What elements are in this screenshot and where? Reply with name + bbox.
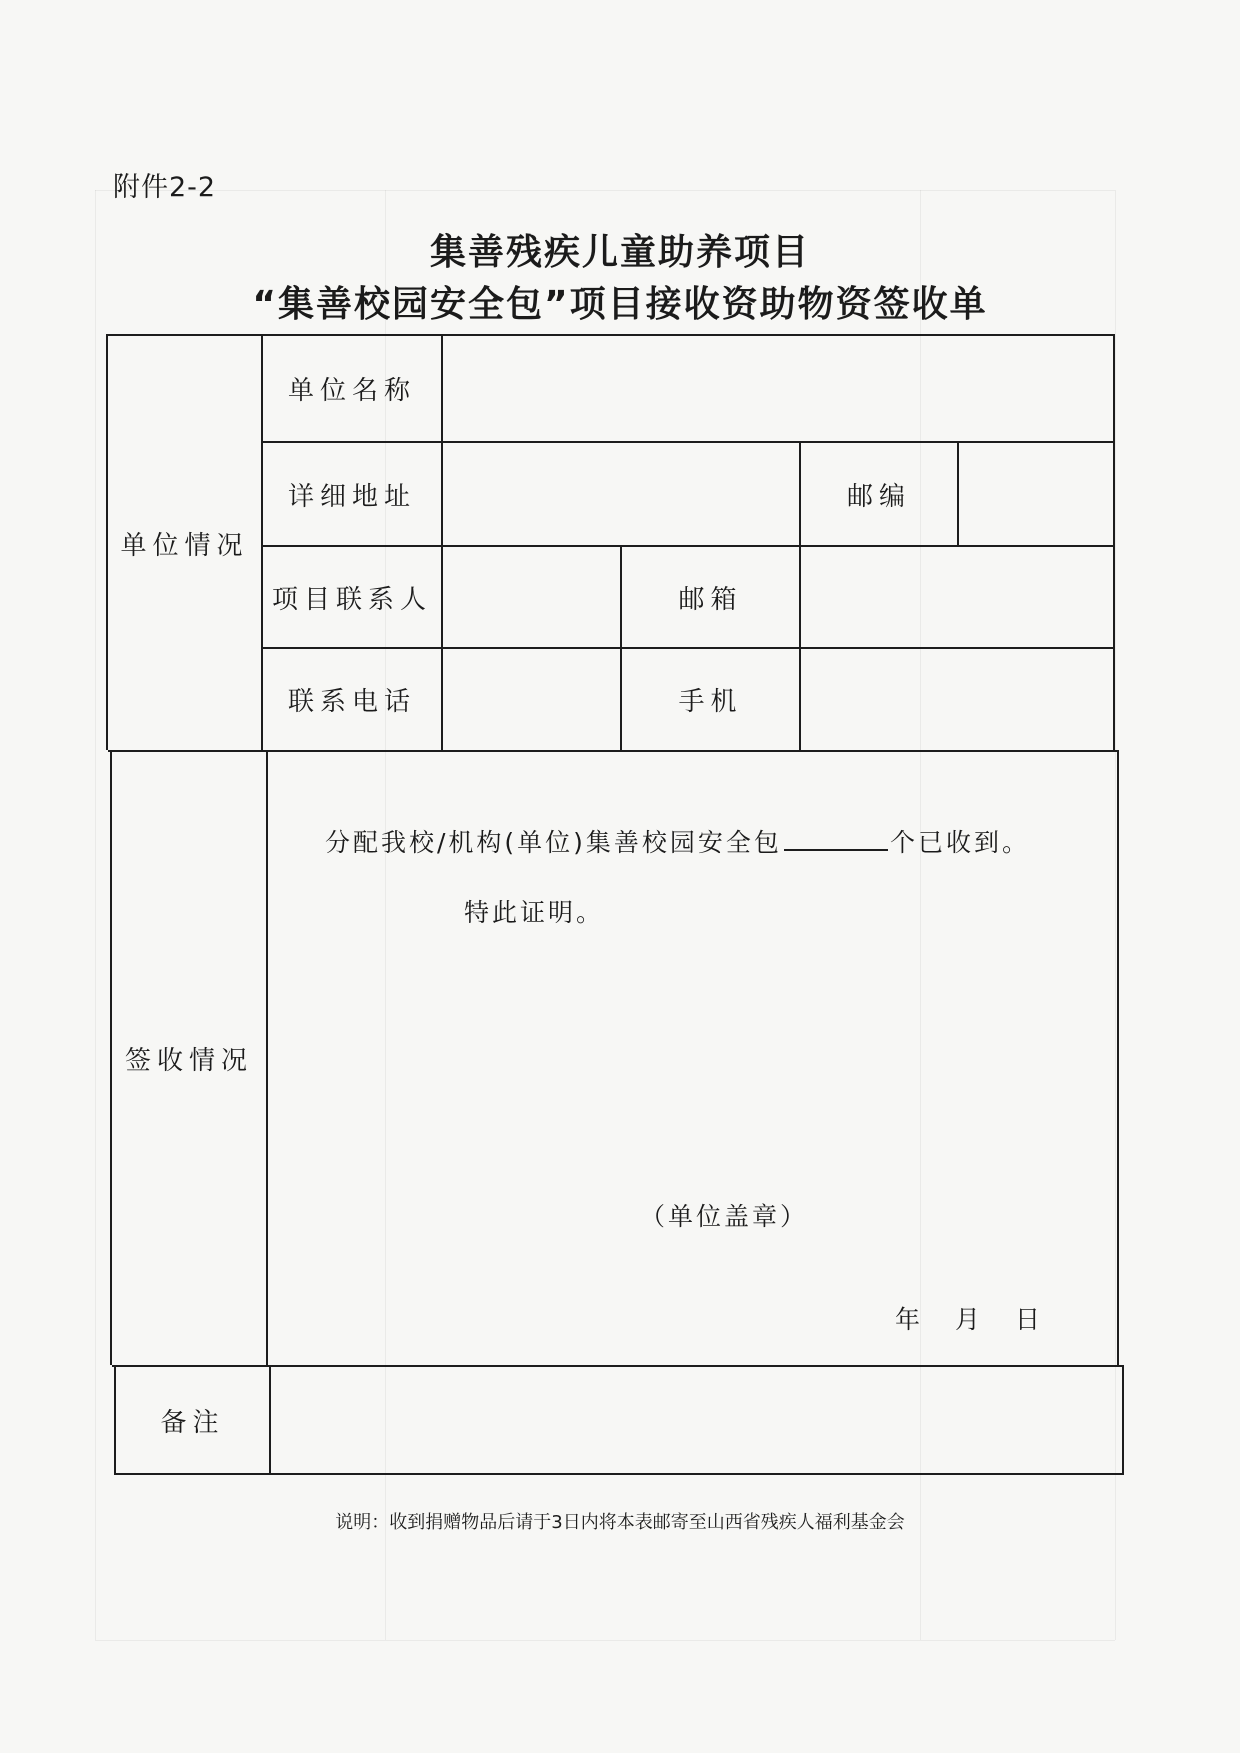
bleed-line — [95, 190, 1115, 191]
quantity-blank-field[interactable] — [784, 827, 888, 851]
footer-note: 说明：收到捐赠物品后请于3日内将本表邮寄至山西省残疾人福利基金会 — [335, 1512, 905, 1533]
receipt-statement — [325, 823, 1030, 859]
address-field[interactable] — [443, 443, 799, 545]
date-year-label: 年 — [895, 1305, 924, 1334]
table-border-right — [1122, 1365, 1124, 1475]
phone-field[interactable] — [443, 649, 620, 750]
contact-person-label: 项目联系人 — [271, 584, 432, 615]
postcode-label: 邮编 — [846, 481, 911, 512]
postcode-field[interactable] — [959, 443, 1113, 545]
table-border-right — [1117, 750, 1119, 1365]
receipt-statement-suffix: 个已收到。 — [889, 828, 1030, 857]
unit-name-field[interactable] — [443, 336, 1113, 441]
receipt-statement-prefix: 分配我校/机构(单位)集善校园安全包 — [325, 828, 782, 857]
mobile-field[interactable] — [801, 649, 1113, 750]
remarks-field[interactable] — [271, 1367, 1122, 1473]
phone-label: 联系电话 — [287, 687, 416, 717]
date-day-label: 日 — [1015, 1305, 1044, 1334]
form-title: 集善残疾儿童助养项目 — [429, 232, 810, 273]
unit-name-label: 单位名称 — [287, 376, 416, 406]
bleed-line — [95, 1640, 1115, 1641]
email-label: 邮箱 — [678, 584, 743, 615]
remarks-section-label: 备注 — [160, 1407, 225, 1438]
unit-info-section-label: 单位情况 — [120, 530, 249, 561]
address-label: 详细地址 — [287, 481, 416, 512]
table-border-bottom — [116, 1473, 1124, 1475]
form-subtitle: “集善校园安全包”项目接收资助物资签收单 — [252, 284, 988, 325]
seal-text: （单位盖章） — [640, 1202, 809, 1231]
receipt-section-label: 签收情况 — [124, 1046, 253, 1076]
bleed-line — [95, 190, 96, 1640]
table-border-right — [1113, 334, 1115, 750]
certify-text: 特此证明。 — [464, 898, 605, 927]
attachment-label: 附件2-2 — [113, 172, 217, 203]
contact-person-field[interactable] — [443, 547, 620, 647]
mobile-label: 手机 — [678, 687, 743, 717]
email-field[interactable] — [801, 547, 1113, 647]
date-month-label: 月 — [955, 1305, 984, 1334]
label-column-divider — [266, 750, 268, 1365]
